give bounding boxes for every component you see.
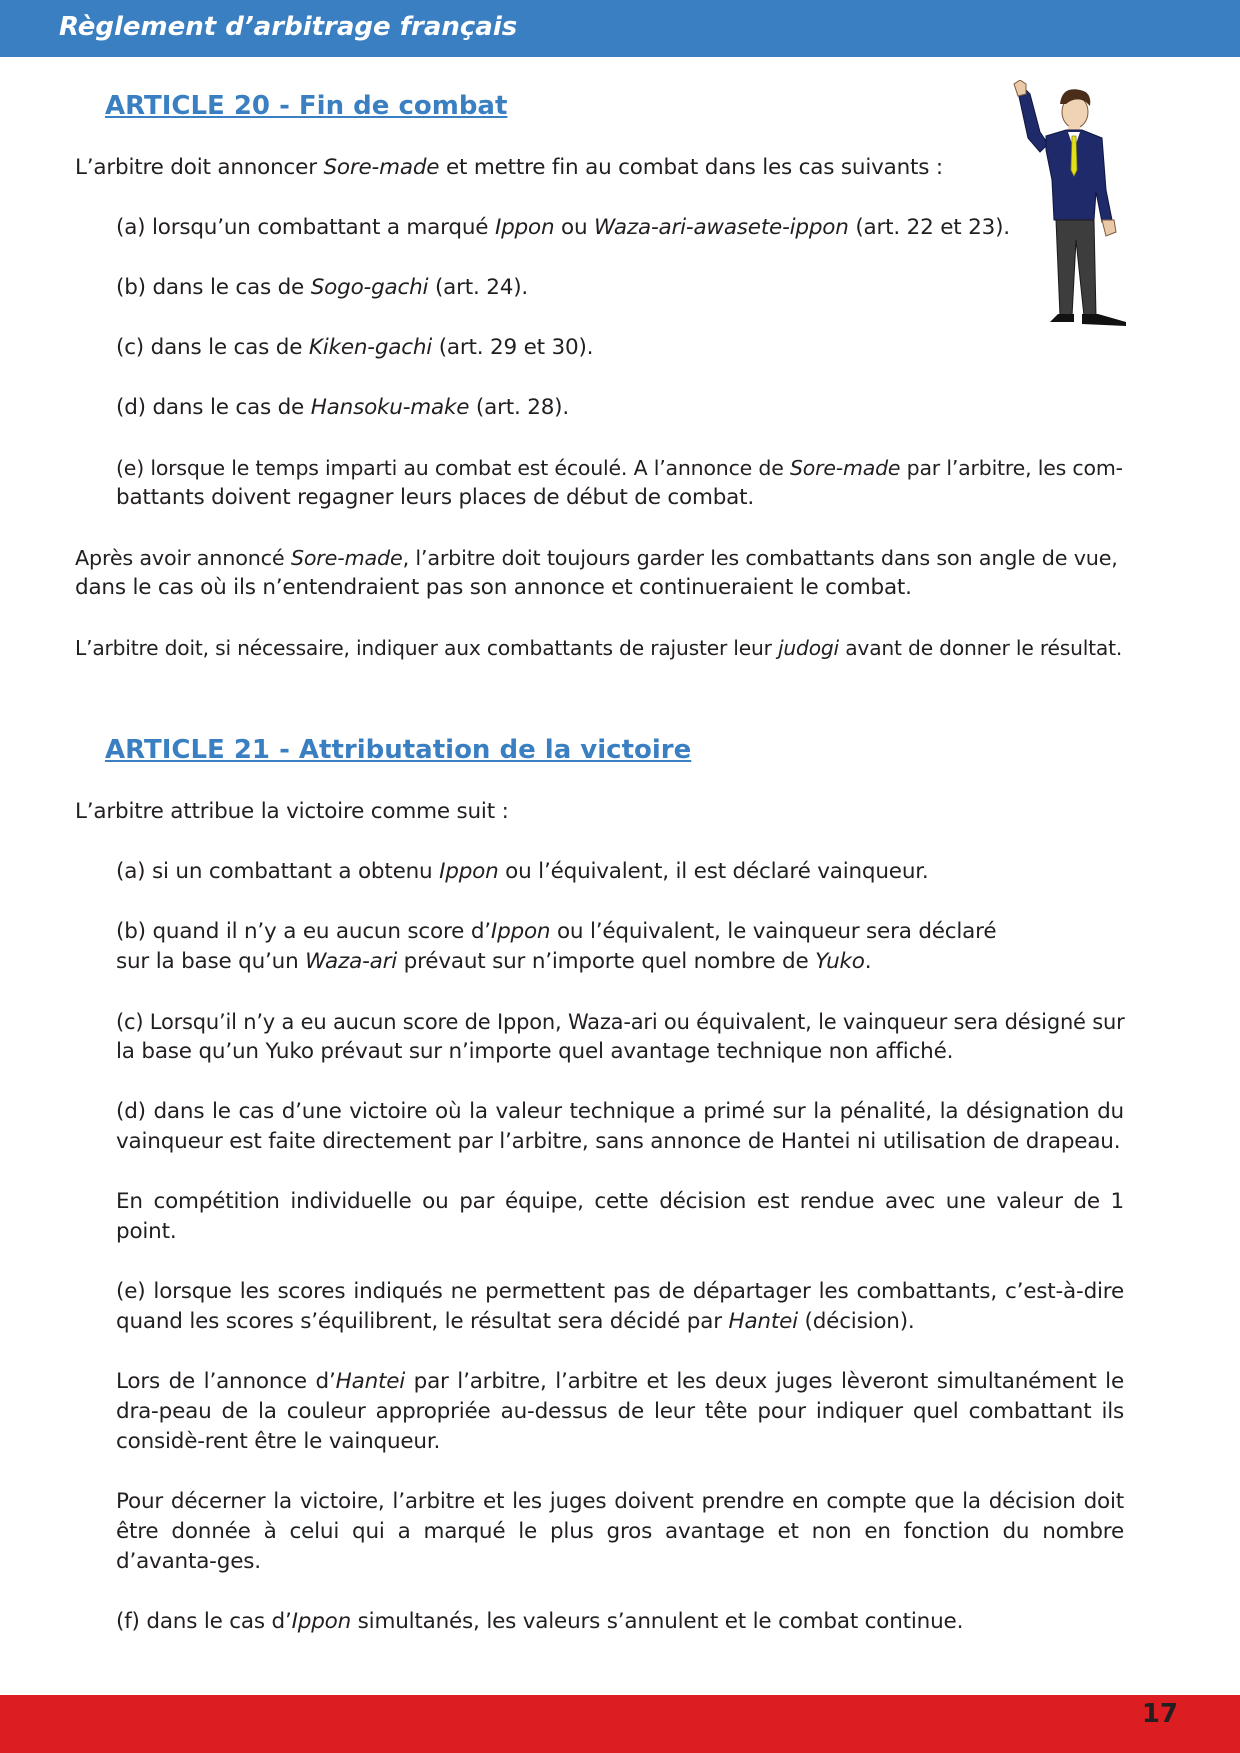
article-20-item-e-line2: battants doivent regagner leurs places de début de combat.: [116, 485, 754, 510]
article-21-item-a: (a) si un combattant a obtenu Ippon ou l’équivalent, il est déclaré vainqueur.: [116, 859, 929, 884]
article-20-after-line2: dans le cas où ils n’entendraient pas son annonce et continueraient le combat.: [75, 575, 912, 600]
article-21-item-f: (f) dans le cas d’Ippon simultanés, les valeurs s’annulent et le combat continue.: [116, 1609, 964, 1634]
article-21-item-c-line1: (c) Lorsqu’il n’y a eu aucun score de Ippon, Waza-ari ou équivalent, le vainqueur sera désigné sur: [116, 1010, 1125, 1034]
article-20-item-d: (d) dans le cas de Hansoku-make (art. 28).: [116, 395, 569, 420]
article-20-intro: L’arbitre doit annoncer Sore-made et mettre fin au combat dans les cas suivants :: [75, 155, 943, 180]
article-20-item-e-line1: (e) lorsque le temps imparti au combat est écoulé. A l’annonce de Sore-made par l’arbitre, les com-: [116, 456, 1123, 480]
article-20-judogi: L’arbitre doit, si nécessaire, indiquer aux combattants de rajuster leur judogi avant de donner le résultat.: [75, 636, 1123, 660]
article-21-decerner: Pour décerner la victoire, l’arbitre et les juges doivent prendre en compte que la décision doit être donnée à celui qui a marqué le plus gros avantage et non en fonction du nombre d’avanta-ges.: [116, 1489, 1124, 1574]
article-21-item-b-line2: sur la base qu’un Waza-ari prévaut sur n’importe quel nombre de Yuko.: [116, 949, 872, 974]
article-21-hantei: Lors de l’annonce d’Hantei par l’arbitre, l’arbitre et les deux juges lèveront simultanément le dra-peau de la couleur appropriée au-dessus de leur tête pour indiquer quel combattant ils considè-rent être le vainqueur.: [116, 1369, 1124, 1454]
article-20-item-b: (b) dans le cas de Sogo-gachi (art. 24).: [116, 275, 529, 300]
article-20-item-c: (c) dans le cas de Kiken-gachi (art. 29 et 30).: [116, 335, 594, 360]
article-20-after-line1: Après avoir annoncé Sore-made, l’arbitre doit toujours garder les combattants dans son angle de vue,: [75, 546, 1118, 570]
page-number: 17: [1141, 1699, 1178, 1729]
article-21-intro: L’arbitre attribue la victoire comme suit :: [75, 799, 509, 824]
referee-raising-hand-icon: [1010, 80, 1135, 328]
footer-bar: [0, 1695, 1240, 1753]
article-21-item-d: (d) dans le cas d’une victoire où la valeur technique a primé sur la pénalité, la désignation du vainqueur est faite directement par l’arbitre, sans annonce de Hantei ni utilisation de drapeau.: [116, 1099, 1124, 1154]
article-21-title: ARTICLE 21 - Attributation de la victoire: [105, 735, 692, 765]
article-21-item-e: (e) lorsque les scores indiqués ne permettent pas de départager les combattants, c’est-à-dire quand les scores s’équilibrent, le résultat sera décidé par Hantei (décision).: [116, 1279, 1124, 1334]
article-21-item-c-line2: la base qu’un Yuko prévaut sur n’importe quel avantage technique non affiché.: [116, 1039, 954, 1064]
document-title: Règlement d’arbitrage français: [59, 12, 518, 42]
article-20-title: ARTICLE 20 - Fin de combat: [105, 91, 508, 121]
article-20-item-a: (a) lorsqu’un combattant a marqué Ippon ou Waza-ari-awasete-ippon (art. 22 et 23).: [116, 215, 1010, 240]
article-21-competition: En compétition individuelle ou par équipe, cette décision est rendue avec une valeur de 1 point.: [116, 1189, 1124, 1244]
article-21-item-b-line1: (b) quand il n’y a eu aucun score d’Ippon ou l’équivalent, le vainqueur sera déclaré: [116, 919, 997, 944]
